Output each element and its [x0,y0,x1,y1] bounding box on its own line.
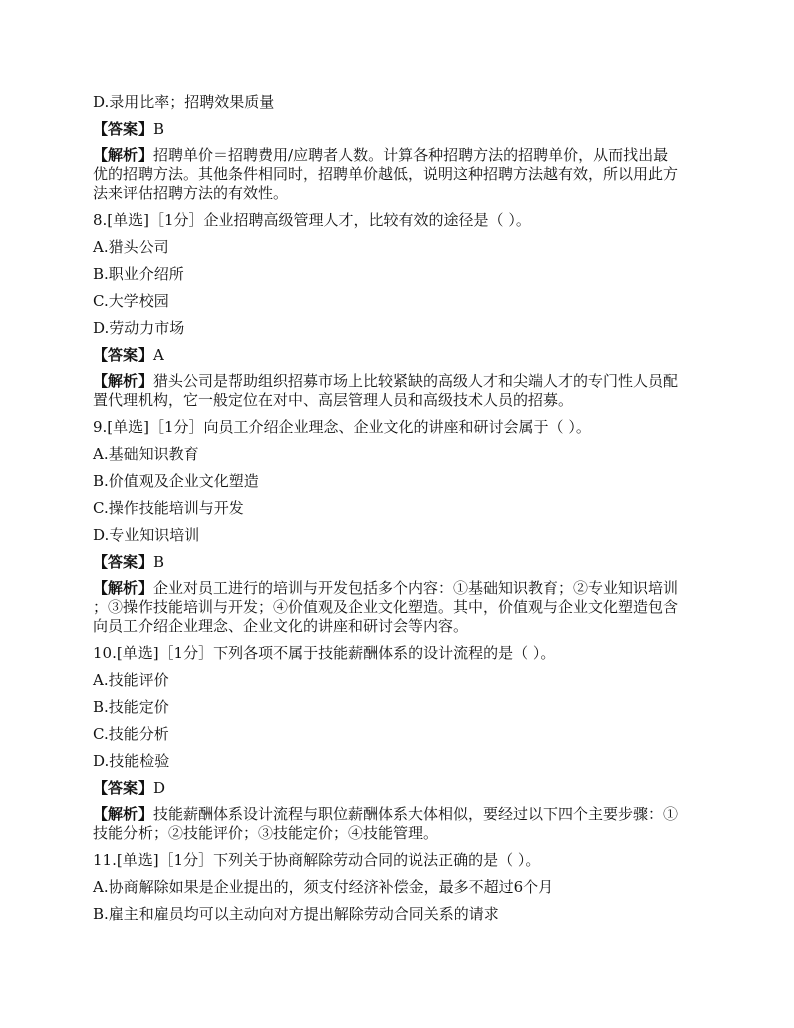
q7-analysis [93,146,705,203]
analysis-line [93,579,705,598]
answer-tag: 【答案】 [93,779,154,797]
q8-stem: 8.[单选]［1分］企业招聘高级管理人才，比较有效的途径是（ ）。 [93,211,531,229]
q9-option-b: B.价值观及企业文化塑造 [93,472,259,490]
q8-option-b: B.职业介绍所 [93,265,184,283]
analysis-tag: 【解析】 [93,805,154,823]
q7-answer [93,119,705,139]
analysis-text: 企业对员工进行的培训与开发包括多个内容：①基础知识教育；②专业知识培训 [153,579,679,597]
q8-analysis [93,372,705,410]
analysis-line: 向员工介绍企业理念、企业文化的讲座和研讨会等内容。 [93,617,469,635]
q10-stem: 10.[单选]［1分］下列各项不属于技能薪酬体系的设计流程的是（ ）。 [93,644,556,662]
q9-stem: 9.[单选]［1分］向员工介绍企业理念、企业文化的讲座和研讨会属于（ ）。 [93,418,591,436]
analysis-line: 法来评估招聘方法的有效性。 [93,184,289,202]
q8-option-a: A.猎头公司 [93,238,169,256]
analysis-text: 猎头公司是帮助组织招募市场上比较紧缺的高级人才和尖端人才的专门性人员配 [153,372,679,390]
q9-option-c: C.操作技能培训与开发 [93,499,244,517]
analysis-line: 优的招聘方法。其他条件相同时，招聘单价越低，说明这种招聘方法越有效，所以用此方 [93,165,679,183]
q11-option-a: A.协商解除如果是企业提出的，须支付经济补偿金，最多不超过6个月 [93,878,554,896]
analysis-line: 技能分析；②技能评价；③技能定价；④技能管理。 [93,824,439,842]
q9-answer [93,552,705,572]
q8-option-d: D.劳动力市场 [93,319,185,337]
answer-tag: 【答案】 [93,120,154,138]
answer-value: B [153,120,165,138]
question-content [93,92,705,931]
q10-option-d: D.技能检验 [93,752,170,770]
analysis-tag: 【解析】 [93,579,154,597]
q11-stem: 11.[单选]［1分］下列关于协商解除劳动合同的说法正确的是（ ）。 [93,851,541,869]
analysis-line [93,805,705,824]
analysis-line: ；③操作技能培训与开发；④价值观及企业文化塑造。其中，价值观与企业文化塑造包含 [93,598,679,616]
answer-value: B [153,553,165,571]
analysis-tag: 【解析】 [93,372,154,390]
q9-analysis [93,579,705,636]
q8-option-c: C.大学校园 [93,292,169,310]
answer-tag: 【答案】 [93,553,154,571]
answer-value: D [153,779,166,797]
analysis-line [93,146,705,165]
q7-option-d: D.录用比率；招聘效果质量 [93,93,275,111]
analysis-line: 置代理机构，它一般定位在对中、高层管理人员和高级技术人员的招募。 [93,391,574,409]
analysis-line [93,372,705,391]
q10-option-b: B.技能定价 [93,698,169,716]
answer-value: A [153,346,164,364]
analysis-tag: 【解析】 [93,146,154,164]
q10-answer [93,778,705,798]
q11-option-b: B.雇主和雇员均可以主动向对方提出解除劳动合同关系的请求 [93,905,499,923]
analysis-text: 技能薪酬体系设计流程与职位薪酬体系大体相似，要经过以下四个主要步骤：① [153,805,679,823]
q9-option-a: A.基础知识教育 [93,445,199,463]
q10-option-c: C.技能分析 [93,725,169,743]
analysis-text: 招聘单价＝招聘费用/应聘者人数。计算各种招聘方法的招聘单价，从而找出最 [153,146,669,164]
q10-analysis [93,805,705,843]
answer-tag: 【答案】 [93,346,154,364]
q8-answer [93,345,705,365]
q9-option-d: D.专业知识培训 [93,526,200,544]
q10-option-a: A.技能评价 [93,671,169,689]
